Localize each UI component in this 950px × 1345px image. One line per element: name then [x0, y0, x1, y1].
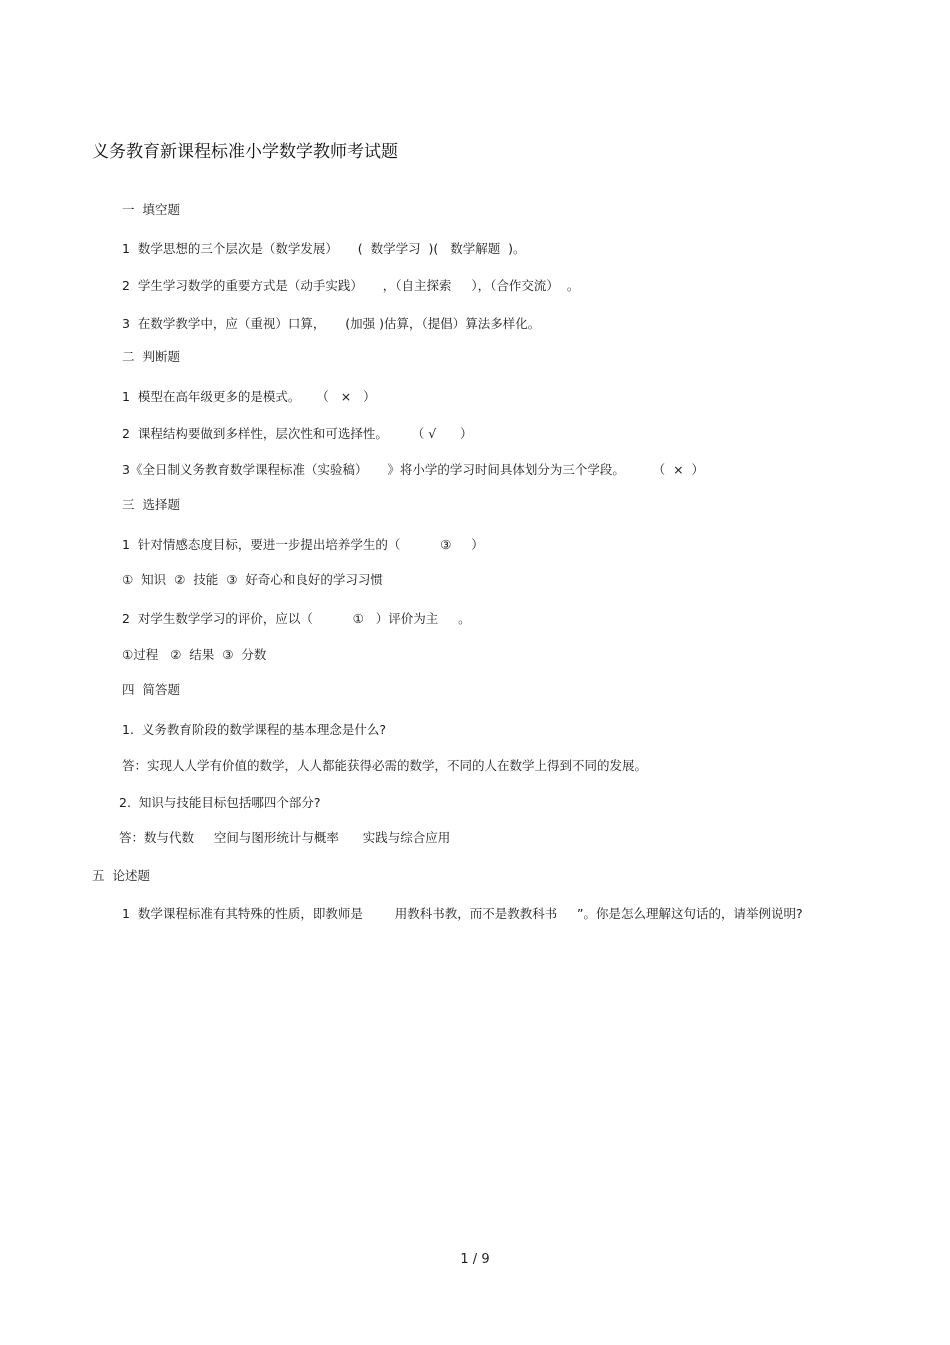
options-line: ①过程 ② 结果 ③ 分数 — [122, 647, 267, 662]
page-number: 1 / 9 — [460, 1252, 490, 1267]
section-heading-fill-in: 一 填空题 — [122, 202, 180, 217]
options-line: ① 知识 ② 技能 ③ 好奇心和良好的学习习惯 — [122, 572, 383, 587]
section-heading-essay: 五 论述题 — [92, 868, 150, 883]
question-line: 1 数学思想的三个层次是（数学发展） ( 数学学习 )( 数学解题 )。 — [122, 241, 526, 256]
section-heading-multiple-choice: 三 选择题 — [122, 497, 180, 512]
question-line: 1 模型在高年级更多的是模式。 （ × ） — [122, 389, 376, 404]
question-line: 2 课程结构要做到多样性，层次性和可选择性。 （ √ ） — [122, 426, 473, 441]
question-line: 2 学生学习数学的重要方式是（动手实践） ，（自主探索 ），（合作交流） 。 — [122, 278, 580, 293]
question-line: 1 数学课程标准有其特殊的性质，即教师是 用教科书教，而不是教教科书 ”。你是怎么理解这句话的，请举例说明? — [122, 906, 803, 921]
document-title: 义务教育新课程标准小学数学教师考试题 — [92, 142, 398, 162]
question-line: 3 在数学教学中，应（重视）口算， (加强 )估算，（提倡）算法多样化。 — [122, 316, 541, 331]
answer-line: 答：数与代数 空间与图形统计与概率 实践与综合应用 — [119, 830, 451, 845]
question-line: 1. 义务教育阶段的数学课程的基本理念是什么? — [122, 722, 387, 737]
answer-line: 答：实现人人学有价值的数学，人人都能获得必需的数学，不同的人在数学上得到不同的发展。 — [122, 758, 648, 773]
section-heading-short-answer: 四 简答题 — [122, 682, 180, 697]
section-heading-true-false: 二 判断题 — [122, 349, 180, 364]
question-line: 3《全日制义务教育数学课程标准（实验稿） 》将小学的学习时间具体划分为三个学段。 （ × ） — [122, 462, 705, 477]
question-line: 2 对学生数学学习的评价，应以（ ① ）评价为主 。 — [122, 611, 471, 626]
question-line: 2. 知识与技能目标包括哪四个部分? — [119, 795, 321, 810]
question-line: 1 针对情感态度目标，要进一步提出培养学生的（ ③ ） — [122, 537, 484, 552]
